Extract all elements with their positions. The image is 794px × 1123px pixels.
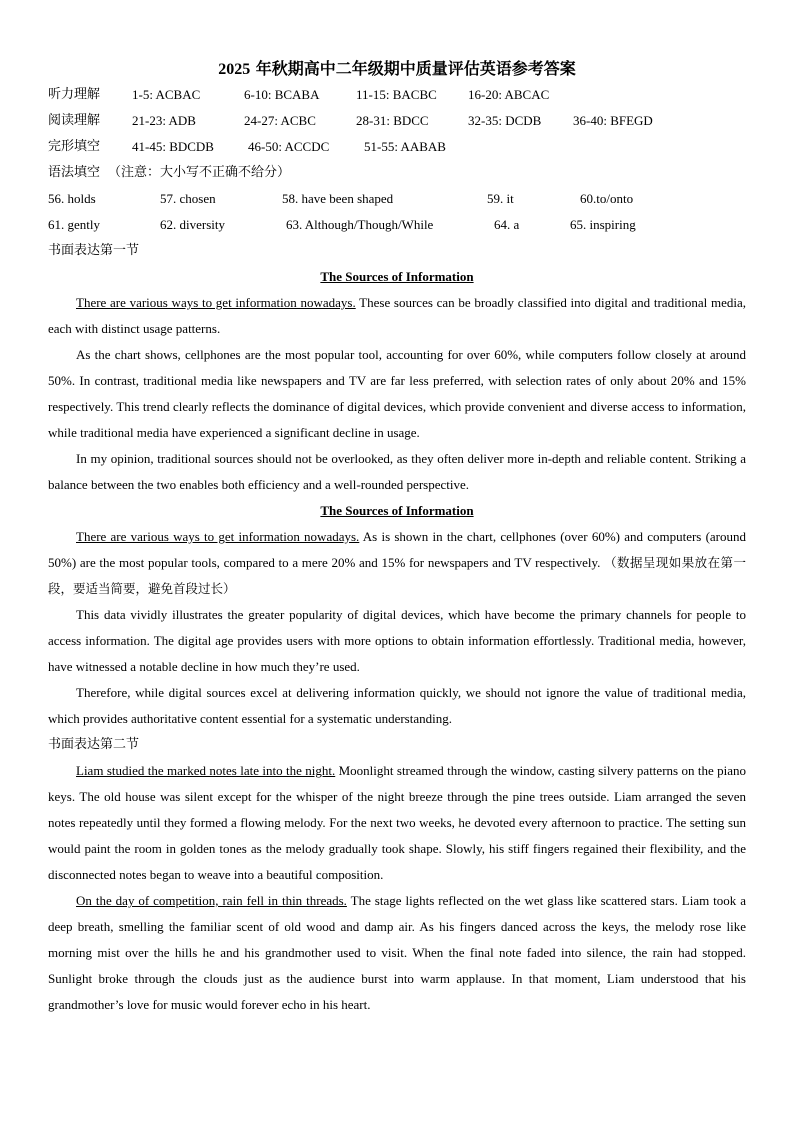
essay1-paragraph-3: In my opinion, traditional sources should not be overlooked, as they often deliver more in-depth and reliable content. Striking a balance between the two enables both efficiency and a well-rounded perspective. bbox=[48, 451, 746, 492]
grammar-answer: 60.to/onto bbox=[580, 191, 634, 206]
answer-group: 46-50: ACCDC bbox=[248, 139, 330, 154]
answer-group: 32-35: DCDB bbox=[468, 113, 542, 128]
story-opening-sentence: On the day of competition, rain fell in thin threads. bbox=[76, 893, 347, 908]
answer-group: 41-45: BDCDB bbox=[132, 139, 214, 154]
answer-group: 6-10: BCABA bbox=[244, 87, 320, 102]
essay1-paragraph-2: As the chart shows, cellphones are the most popular tool, accounting for over 60%, while computers follow closely at around 50%. In contrast, traditional media like newspapers and TV are far less preferred, with selection rates of only about 20% and 15% respectively. This trend clearly reflects the dominance of digital devices, which provide convenient and diverse access to information, while traditional media have experienced a significant decline in usage. bbox=[48, 347, 746, 440]
answer-group: 28-31: BDCC bbox=[356, 113, 429, 128]
reading-answers-row bbox=[48, 108, 746, 134]
grammar-answer: 65. inspiring bbox=[570, 217, 636, 232]
grammar-answers-row-1 bbox=[48, 186, 746, 212]
essay2-paragraph-2: This data vividly illustrates the greater popularity of digital devices, which have become the primary channels for people to access information. The digital age provides users with more options to obtain information effortlessly. Traditional media, however, have witnessed a notable decline in how much they’re used. bbox=[48, 607, 746, 674]
essay2-title: The Sources of Information bbox=[320, 503, 474, 518]
paragraph-text: Moonlight streamed through the window, casting silvery patterns on the piano keys. The old house was silent except for the whisper of the night breeze through the pine trees outside. Liam arranged the seven notes repeatedly until they formed a flowing melody. For the next two weeks, he devoted every afternoon to practice. The setting sun would paint the room in golden tones as the melody gradually took shape. Slowly, his stiff fingers regained their flexibility, and the disconnected notes began to weave into a beautiful composition. bbox=[48, 763, 746, 882]
grammar-label: 语法填空 bbox=[48, 165, 101, 180]
essay2-paragraph-3: Therefore, while digital sources excel at delivering information quickly, we should not ignore the value of traditional media, which provides authoritative content essential for a systematic understanding. bbox=[48, 685, 746, 726]
listening-label: 听力理解 bbox=[48, 87, 101, 102]
cloze-answers-row bbox=[48, 134, 746, 160]
cloze-label: 完形填空 bbox=[48, 139, 101, 154]
answer-group: 21-23: ADB bbox=[132, 113, 196, 128]
title-text: 年秋期高中二年级期中质量评估英语参考答案 bbox=[250, 59, 576, 78]
paragraph-text: As is shown in the chart, cellphones (over 60%) and computers (around 50%) are the most popular tools, compared to a mere 20% and 15% for newspapers and TV respectively. bbox=[48, 529, 746, 570]
grammar-answer: 64. a bbox=[494, 217, 520, 232]
grammar-answers-row-2 bbox=[48, 212, 746, 238]
topic-sentence: There are various ways to get information nowadays. bbox=[76, 295, 356, 310]
answer-group: 36-40: BFEGD bbox=[573, 113, 653, 128]
grammar-header-row bbox=[48, 160, 746, 186]
grammar-note: （注意：大小写不正确不给分） bbox=[108, 165, 291, 180]
essay1-paragraph-1 bbox=[48, 290, 746, 342]
answer-group: 24-27: ACBC bbox=[244, 113, 316, 128]
title-year: 2025 bbox=[218, 61, 251, 78]
grammar-answer: 57. chosen bbox=[160, 191, 216, 206]
grammar-answer: 63. Although/Though/While bbox=[286, 217, 434, 232]
answer-group: 51-55: AABAB bbox=[364, 139, 446, 154]
grammar-answer: 62. diversity bbox=[160, 217, 225, 232]
answer-group: 16-20: ABCAC bbox=[468, 87, 550, 102]
answer-key-page bbox=[48, 56, 746, 1018]
story-opening-sentence: Liam studied the marked notes late into the night. bbox=[76, 763, 336, 778]
story-paragraph-1 bbox=[48, 758, 746, 888]
answer-group: 11-15: BACBC bbox=[356, 87, 437, 102]
essay1-title: The Sources of Information bbox=[320, 269, 474, 284]
essay2-paragraph-1 bbox=[48, 524, 746, 602]
grammar-answer: 61. gently bbox=[48, 217, 100, 232]
listening-answers-row bbox=[48, 82, 746, 108]
paragraph-text: These sources can be broadly classified into digital and traditional media, each with distinct usage patterns. bbox=[48, 295, 746, 336]
writing-part2-label: 书面表达第二节 bbox=[48, 737, 140, 752]
grammar-answer: 56. holds bbox=[48, 191, 96, 206]
topic-sentence: There are various ways to get information nowadays. bbox=[76, 529, 360, 544]
page-title bbox=[48, 56, 746, 82]
answer-group: 1-5: ACBAC bbox=[132, 87, 201, 102]
grammar-answer: 59. it bbox=[487, 191, 514, 206]
paragraph-text: The stage lights reflected on the wet glass like scattered stars. Liam took a deep breath, smelling the familiar scent of old wood and damp air. As his fingers danced across the keys, the melody rose like morning mist over the hills he and his grandmother used to visit. When the final note faded into silence, the rain had stopped. Sunlight broke through the clouds just as the audience burst into warm applause. In that moment, Liam understood that his grandmother’s love for music would forever echo in his heart. bbox=[48, 893, 746, 1012]
grammar-answer: 58. have been shaped bbox=[282, 191, 394, 206]
reading-label: 阅读理解 bbox=[48, 113, 101, 128]
story-paragraph-2 bbox=[48, 888, 746, 1018]
writing-part1-label: 书面表达第一节 bbox=[48, 243, 140, 258]
teacher-note: （数据呈现如果放在第一段，要适当简要，避免首段过长） bbox=[48, 555, 746, 596]
